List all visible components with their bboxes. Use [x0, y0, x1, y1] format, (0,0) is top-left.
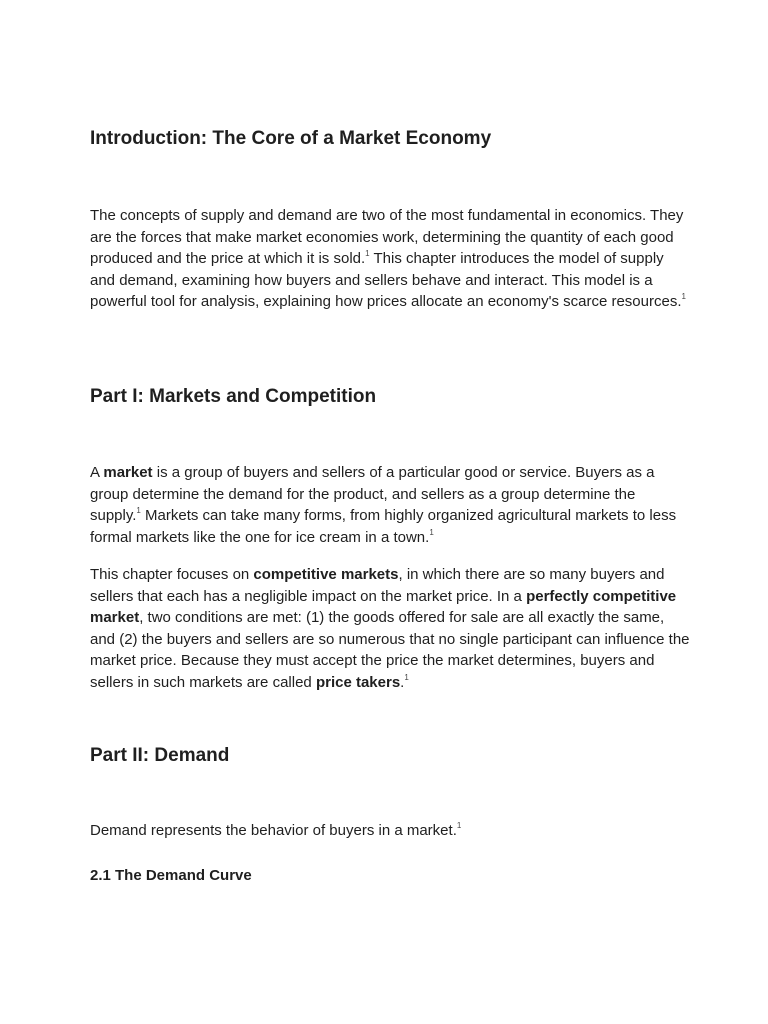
part1-p1-text-1: is a group of buyers and sellers of a particular good or service. Buyers as a group determine the demand for the product, and sellers as a group determine the supply.	[90, 464, 655, 524]
intro-paragraph-text-2: This chapter introduces the model of supply and demand, examining how buyers and sellers behave and interact. This model is a powerful tool for analysis, explaining how prices allocate an economy's scarce resources.	[90, 250, 682, 310]
footnote-marker[interactable]: 1	[681, 292, 686, 301]
part1-p1-text-2: Markets can take many forms, from highly organized agricultural markets to less formal markets like the one for ice cream in a town.	[90, 507, 677, 546]
part2-paragraph-1	[90, 820, 690, 842]
part1-p2-text-1: , in which there are so many buyers and sellers that each has a negligible impact on the market price. In a	[90, 566, 665, 605]
part1-p2-text-2: , two conditions are met: (1) the goods offered for sale are all exactly the same, and (2) the buyers and sellers are so numerous that no single participant can influence the market price. Because they must accept the price the market determines, buyers and sellers in such markets are called	[90, 609, 690, 691]
footnote-marker[interactable]: 1	[404, 672, 409, 682]
footnote-marker[interactable]: 1	[429, 527, 434, 537]
intro-paragraph-text-1: The concepts of supply and demand are two of the most fundamental in economics. They are the forces that make market economies work, determining the quantity of each good produced and the price at which it is sold.	[90, 207, 684, 267]
part1-p1-text-0: A	[90, 464, 104, 481]
part1-p2-text-0: This chapter focuses on	[90, 566, 254, 583]
term-competitive-markets: competitive markets	[253, 566, 399, 583]
intro-paragraph	[90, 205, 690, 313]
term-perfectly-competitive-market: perfectly competitive market	[90, 587, 677, 626]
part2-p1-text-1: Demand represents the behavior of buyers in a market.	[90, 822, 457, 839]
footnote-marker[interactable]: 1	[136, 506, 141, 515]
part1-paragraph-1	[90, 462, 690, 548]
term-price-takers: price takers	[315, 673, 401, 691]
intro-heading: Introduction: The Core of a Market Economy	[90, 128, 492, 149]
footnote-marker[interactable]: 1	[365, 249, 370, 258]
part1-paragraph-2	[90, 564, 690, 693]
footnote-marker[interactable]: 1	[456, 821, 462, 830]
term-market: market	[103, 464, 153, 481]
subsection-heading-demand-curve: 2.1 The Demand Curve	[90, 867, 252, 884]
part1-p2-text-3: .	[400, 673, 405, 691]
part2-heading: Part II: Demand	[90, 745, 230, 766]
part1-heading: Part I: Markets and Competition	[90, 386, 377, 407]
